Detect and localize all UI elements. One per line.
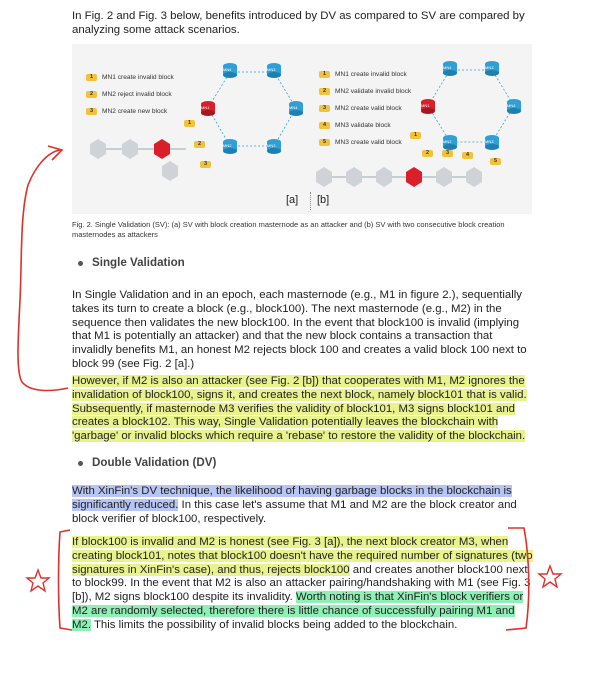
single-validation-paragraph: In Single Validation and in an epoch, each masternode (e.g., M1 in figure 2.), sequentially takes its turn to create a block (e.g., block100). The next masternode (e.g., M2) in the sequence then validates the new block100. In the event that block100 is invalid (implying that M1 is potentially an attacker) and that the new block contains a transaction that invalidly benefits M1, an honest M2 rejects block 100 and creates a valid block 100 next to block 99 (see Fig. 2 [a].) (72, 289, 527, 370)
panel-b-step-2: 2 (422, 150, 433, 157)
highlight-green: Worth noting is that XinFin's block verifiers or M2 are randomly selected, therefore there is little chance of successfully pairing M1 and M2. (72, 591, 524, 631)
section-heading-single-validation: Single Validation (92, 256, 185, 269)
panel-b-step-1: 1 (410, 132, 421, 139)
panel-a-node-mn4-top: MN4 (221, 62, 239, 83)
panel-a-legend-1: 1 MN1 create invalid block (86, 74, 174, 81)
panel-b-node-mn2: MN2 (441, 134, 459, 155)
panel-b-legend-4: 4 MN3 validate block (319, 122, 391, 129)
panel-a-node-mn3-bottom: MN3 (265, 138, 283, 159)
panel-a-node-mn3-top: MN3 (265, 62, 283, 83)
figure-caption: Fig. 2. Single Validation (SV): (a) SV with block creation masternode as an attacker and (b) SV with two consecutive block creation masternodes as attackers (72, 220, 505, 239)
panel-b-node-mn3-bottom: MN3 (483, 134, 501, 155)
highlight-yellow: If block100 is invalid and M2 is honest (see Fig. 3 [a]), the next block creator M3, when creating block101, notes that block100 doesn't have the required number of signatures (two signatures in XinFin's case), and thus, rejects block100 (72, 536, 533, 576)
panel-a-node-mn1: MN1 (199, 100, 217, 121)
panel-a-node-mn2: MN2 (221, 138, 239, 159)
panel-b-step-4: 4 (462, 152, 473, 159)
panel-a-step-1: 1 (184, 120, 195, 127)
panel-b-legend-5: 5 MN3 create valid block (319, 139, 402, 146)
panel-b-legend-3: 3 MN2 create valid block (319, 105, 402, 112)
panel-b-node-mn1: MN1 (419, 98, 437, 119)
panel-a-legend-2: 2 MN2 reject invalid block (86, 91, 172, 98)
intro-paragraph: In Fig. 2 and Fig. 3 below, benefits introduced by DV as compared to SV are compared by analyzing some attack scenarios. (72, 10, 525, 36)
figure-label-b: [b] (317, 194, 330, 206)
highlight-blue: With XinFin's DV technique, the likelihood of having garbage blocks in the blockchain is significantly reduced. (72, 485, 512, 511)
panel-a-step-2: 2 (194, 141, 205, 148)
figure-label-a: [a] (286, 194, 299, 206)
panel-a-node-mn4-right: MN4 (287, 100, 305, 121)
annotation-bracket-right (506, 528, 529, 630)
panel-a-legend-3: 3 MN2 create new block (86, 108, 167, 115)
panel-b-node-mn4-top: MN4 (441, 60, 459, 81)
panel-b-legend-1: 1 MN1 create invalid block (319, 71, 407, 78)
panel-b-node-mn3-top: MN3 (483, 60, 501, 81)
annotation-bracket-left-lower (59, 530, 73, 630)
panel-b-step-5: 5 (490, 158, 501, 165)
annotation-left-bracket (18, 150, 68, 390)
star-icon-right (539, 566, 561, 587)
panel-b-legend-2: 2 MN2 validate invalid block (319, 88, 411, 95)
annotation-arrow-head (48, 146, 62, 160)
highlight-yellow: However, if M2 is also an attacker (see Fig. 2 [b]) that cooperates with M1, M2 ignores the invalidation of block100, signs it, and creates the next block, namely block101 that is valid. Subsequently, if masternode M3 verifies the validity of block101, M3 signs block101 and creates a block102. This way, Single Validation potentially leaves the blockchain with 'garbage' or invalid blocks which require a 'rebase' to restore the validity of the blockchain. (72, 375, 527, 443)
panel-b-step-3: 3 (442, 150, 453, 157)
panel-a-step-3: 3 (200, 161, 211, 168)
double-validation-paragraph: With XinFin's DV technique, the likelihood of having garbage blocks in the blockchain is significantly reduced. In this case let's assume that M1 and M2 are the block creator and block verifier of block100, respectively. (72, 485, 517, 525)
section-heading-double-validation: Double Validation (DV) (92, 456, 217, 469)
panel-b-node-mn4-right: MN4 (505, 98, 523, 119)
honest-m2-paragraph: If block100 is invalid and M2 is honest (see Fig. 3 [a]), the next block creator M3, when creating block101, notes that block100 doesn't have the required number of signatures (two signatures in XinFin's case), and thus, rejects block100 and creates another block100 next to block99. In the event that M2 is also an attacker pairing/handshaking with M1 (see Fig. 3 [b]), M2 signs block100 despite its invalidity. Worth noting is that XinFin's block verifiers or M2 are randomly selected, therefore there is little chance of successfully pairing M1 and M2. This limits the possibility of invalid blocks being added to the blockchain. (72, 536, 533, 631)
star-icon-left (27, 570, 49, 591)
